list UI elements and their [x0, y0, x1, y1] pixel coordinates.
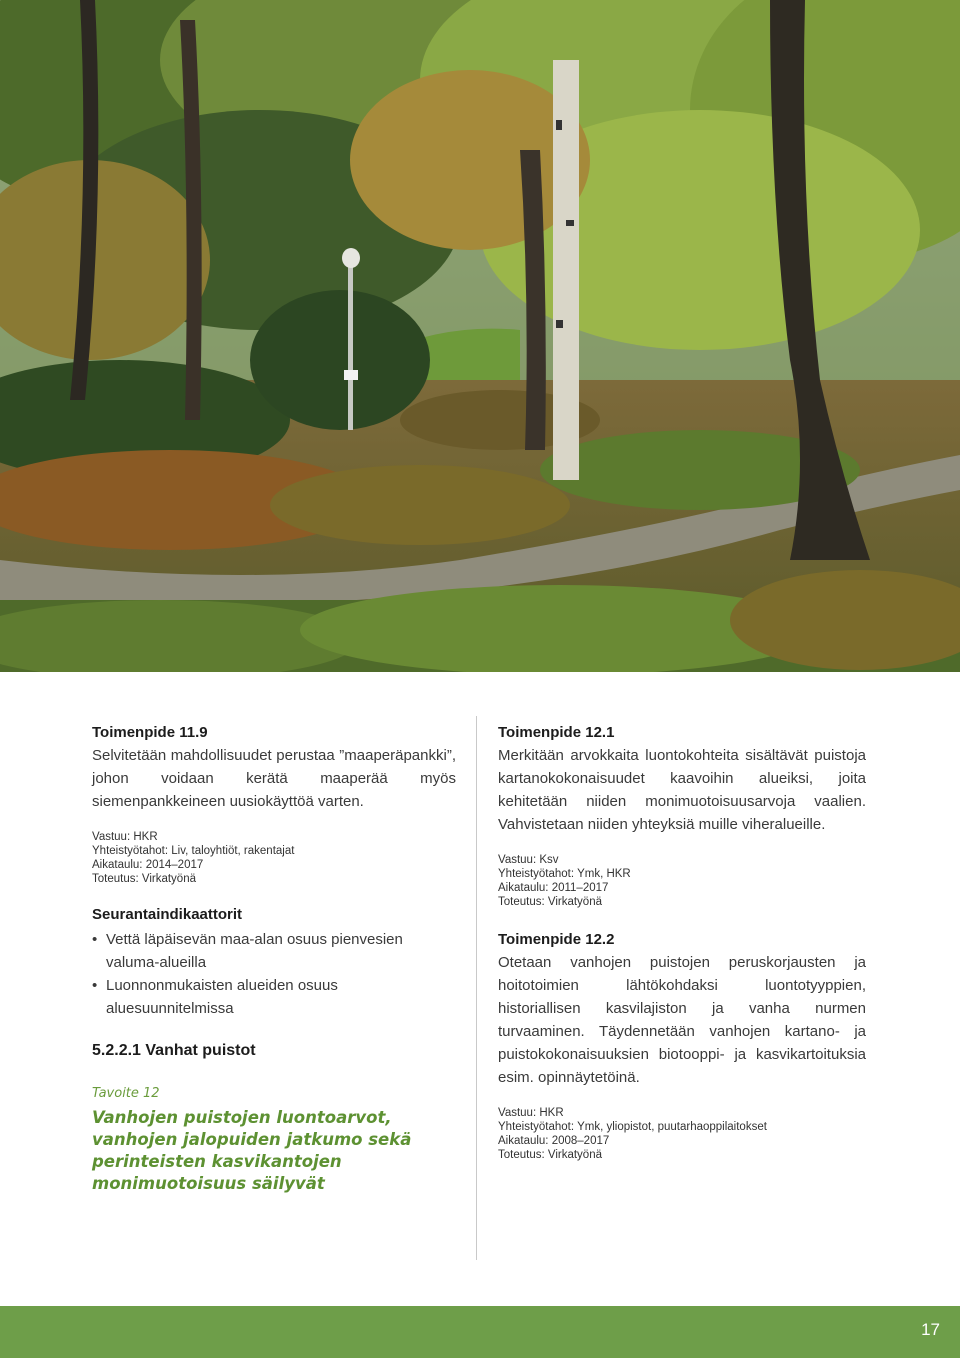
section-title: 5.2.2.1 Vanhat puistot: [92, 1042, 256, 1059]
bullet-icon: •: [92, 931, 98, 948]
measure-text: Merkitään arvokkaita luontokohteita sisältävät puistoja kartanokokonaisuudet kaavoihin alueiksi, joita kehitetään niiden monimuotoisuusarvoja vaalien. Vahvistetaan niiden yhteyksiä muille viheralueille.: [498, 747, 866, 833]
schedule: Aikataulu: 2011–2017: [498, 882, 609, 894]
indicators-title: Seurantaindikaattorit: [92, 906, 243, 923]
responsible: Vastuu: HKR: [92, 831, 158, 843]
measure-text: Otetaan vanhojen puistojen peruskorjausten ja hoitotoimien lähtökohdaksi luontotyyppien, historiallisen kasvilajiston ja vanha nurmen turvaaminen. Täydennetään vanhojen kartano- ja puistokokonaisuuksien biotooppi- ja kasvikartoituksia esim. opinnäytetöinä.: [498, 954, 866, 1086]
park-photo-illustration: [0, 0, 960, 672]
schedule: Aikataulu: 2008–2017: [498, 1135, 610, 1147]
indicator-text: Luonnonmukaisten alueiden osuus aluesuunnitelmissa: [106, 977, 338, 1017]
implementation: Toteutus: Virkatyönä: [498, 896, 602, 908]
schedule: Aikataulu: 2014–2017: [92, 859, 204, 871]
measure-text: Selvitetään mahdollisuudet perustaa ”maaperäpankki”, johon voidaan kerätä maaperää myös siemenpankkeineen uusiokäyttöä varten.: [92, 747, 456, 810]
park-photo: [0, 0, 960, 672]
measure-12-1: [498, 722, 866, 909]
partners: Yhteistyötahot: Ymk, yliopistot, puutarhaoppilaitokset: [498, 1121, 767, 1133]
measure-title: Toimenpide 12.2: [498, 931, 615, 948]
list-item: [92, 974, 456, 1020]
partners: Yhteistyötahot: Liv, taloyhtiöt, rakentajat: [92, 845, 295, 857]
measure-meta: [92, 830, 456, 886]
measure-meta: [498, 1106, 866, 1162]
measure-title: Toimenpide 12.1: [498, 724, 615, 741]
responsible: Vastuu: HKR: [498, 1107, 564, 1119]
indicator-text: Vettä läpäisevän maa-alan osuus pienvesien valuma-alueilla: [106, 931, 403, 971]
footer-bar: [0, 1306, 960, 1358]
implementation: Toteutus: Virkatyönä: [498, 1149, 602, 1161]
measure-11-9: [92, 722, 456, 886]
left-column: [92, 722, 456, 1195]
indicators-list: [92, 928, 456, 1020]
measure-meta: [498, 853, 866, 909]
bullet-icon: •: [92, 977, 98, 994]
list-item: [92, 928, 456, 974]
measure-title: Toimenpide 11.9: [92, 724, 208, 741]
responsible: Vastuu: Ksv: [498, 854, 559, 866]
right-column: [498, 722, 866, 1162]
implementation: Toteutus: Virkatyönä: [92, 873, 196, 885]
page-number: 17: [921, 1320, 940, 1339]
column-divider: [476, 716, 477, 1260]
partners: Yhteistyötahot: Ymk, HKR: [498, 868, 631, 880]
goal-text: Vanhojen puistojen luontoarvot, vanhojen jalopuiden jatkumo sekä perinteisten kasvikantojen monimuotoisuus säilyvät: [92, 1108, 412, 1193]
goal-label: Tavoite 12: [92, 1086, 160, 1101]
measure-12-2: [498, 929, 866, 1162]
